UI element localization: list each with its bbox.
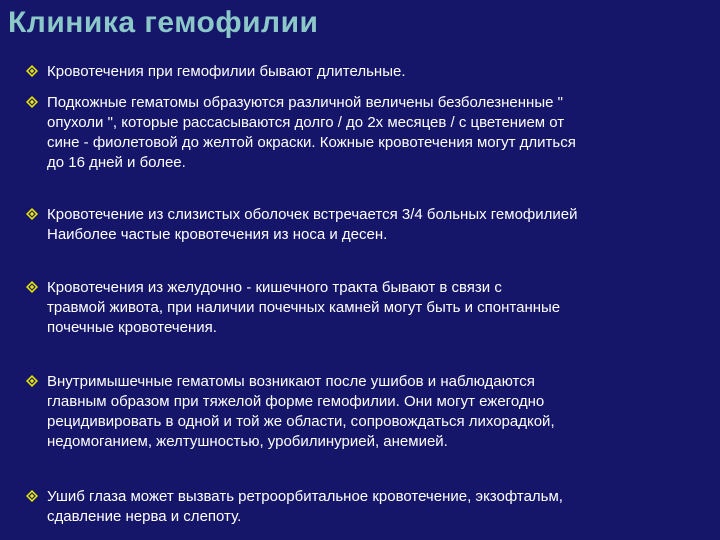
bullet-text: Внутримышечные гематомы возникают после ушибов и наблюдаются главным образом при тяжелой форме гемофилии. Они могут ежегодно рецидивировать в одной и той же области, сопровождаться лихорадкой, недомоганием, желтушностью, уробилинурией, анемией. xyxy=(47,373,555,450)
diamond-bullet-icon xyxy=(26,208,38,220)
slide-title: Клиника гемофилии xyxy=(8,6,319,39)
bullet-item xyxy=(26,487,720,527)
bullet-item xyxy=(26,278,720,338)
diamond-bullet-icon xyxy=(26,375,38,387)
bullet-text: Кровотечения из желудочно - кишечного тракта бывают в связи с травмой живота, при наличии почечных камней могут быть и спонтанные почечные кровотечения. xyxy=(47,279,561,336)
bullet-item xyxy=(26,372,720,452)
bullet-text: Подкожные гематомы образуются различной величены безболезненные " опухоли ", которые рассасываются долго / до 2х месяцев / с цветением от сине - фиолетовой до желтой окраски. Кожные кровотечения могут длиться до 16 дней и более. xyxy=(47,94,576,171)
bullet-item xyxy=(26,62,720,82)
diamond-bullet-icon xyxy=(26,65,38,77)
diamond-bullet-icon xyxy=(26,96,38,108)
bullet-text: Кровотечение из слизистых оболочек встречается 3/4 больных гемофилией Наиболее частые кровотечения из носа и десен. xyxy=(47,206,578,243)
diamond-bullet-icon xyxy=(26,490,38,502)
diamond-bullet-icon xyxy=(26,281,38,293)
bullet-item xyxy=(26,205,720,245)
bullet-text: Кровотечения при гемофилии бывают длительные. xyxy=(47,63,406,80)
bullet-item xyxy=(26,93,720,173)
bullet-text: Ушиб глаза может вызвать ретроорбитальное кровотечение, экзофтальм, сдавление нерва и слепоту. xyxy=(47,488,563,525)
